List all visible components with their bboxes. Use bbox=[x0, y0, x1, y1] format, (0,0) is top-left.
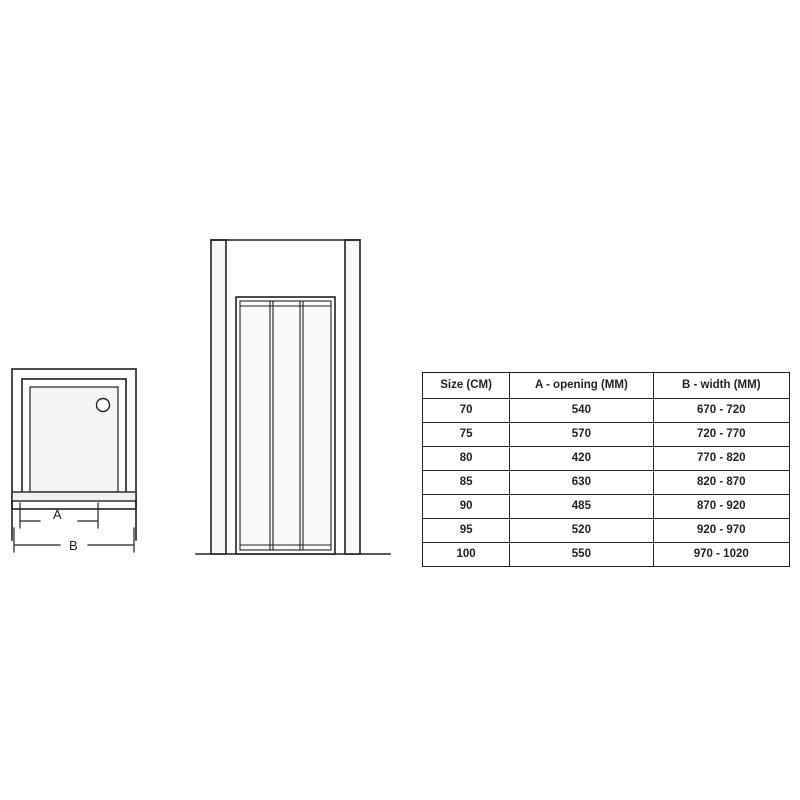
cell-size: 85 bbox=[423, 471, 510, 495]
table-row bbox=[423, 543, 790, 567]
cell-size: 70 bbox=[423, 399, 510, 423]
table-row bbox=[423, 447, 790, 471]
table-row bbox=[423, 519, 790, 543]
table-row bbox=[423, 399, 790, 423]
cell-width: 770 - 820 bbox=[653, 447, 789, 471]
cell-opening: 630 bbox=[510, 471, 653, 495]
table-row bbox=[423, 495, 790, 519]
cell-width: 720 - 770 bbox=[653, 423, 789, 447]
cell-width: 820 - 870 bbox=[653, 471, 789, 495]
cell-opening: 570 bbox=[510, 423, 653, 447]
plan-view-tray bbox=[12, 369, 136, 540]
cell-size: 100 bbox=[423, 543, 510, 567]
cell-opening: 550 bbox=[510, 543, 653, 567]
cell-size: 80 bbox=[423, 447, 510, 471]
label-b: B bbox=[69, 538, 78, 553]
cell-opening: 540 bbox=[510, 399, 653, 423]
label-a: A bbox=[53, 507, 62, 522]
cell-size: 75 bbox=[423, 423, 510, 447]
cell-width: 870 - 920 bbox=[653, 495, 789, 519]
cell-opening: 420 bbox=[510, 447, 653, 471]
cell-size: 90 bbox=[423, 495, 510, 519]
cell-width: 970 - 1020 bbox=[653, 543, 789, 567]
elevation-view-door bbox=[196, 240, 390, 554]
column-header-opening: A - opening (MM) bbox=[510, 373, 653, 399]
table-header-row bbox=[423, 373, 790, 399]
cell-opening: 485 bbox=[510, 495, 653, 519]
column-header-width: B - width (MM) bbox=[653, 373, 789, 399]
column-header-size: Size (CM) bbox=[423, 373, 510, 399]
cell-width: 920 - 970 bbox=[653, 519, 789, 543]
cell-opening: 520 bbox=[510, 519, 653, 543]
cell-width: 670 - 720 bbox=[653, 399, 789, 423]
table-row bbox=[423, 471, 790, 495]
size-specification-table bbox=[422, 372, 790, 567]
cell-size: 95 bbox=[423, 519, 510, 543]
table-row bbox=[423, 423, 790, 447]
